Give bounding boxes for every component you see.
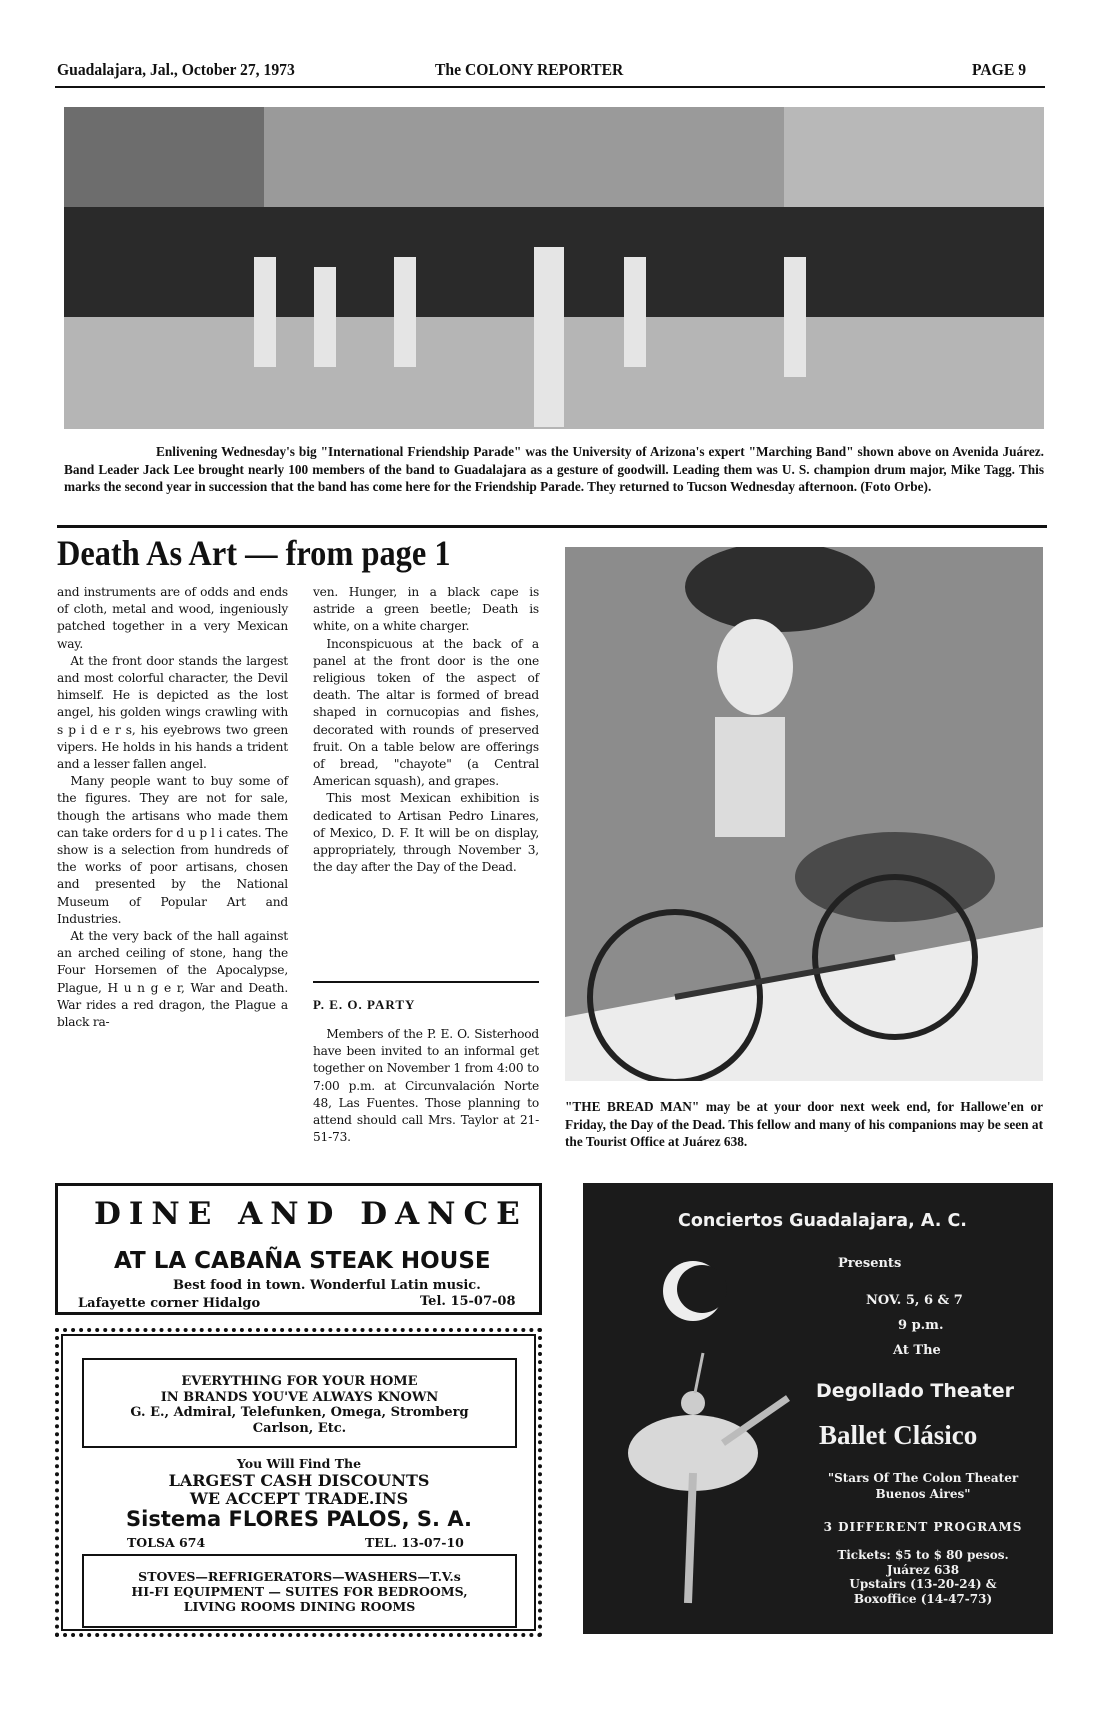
ad-line: LIVING ROOMS DINING ROOMS <box>183 1599 416 1614</box>
ballerina-image <box>603 1343 793 1613</box>
ad-venue: Degollado Theater <box>816 1380 1014 1402</box>
ad-tradeins: WE ACCEPT TRADE.INS <box>189 1489 409 1508</box>
bread-man-photo <box>565 547 1043 1081</box>
dine-and-dance-ad <box>55 1183 542 1315</box>
header-rule <box>55 86 1045 88</box>
ad-line: IN BRANDS YOU'VE ALWAYS KNOWN <box>160 1389 439 1405</box>
article-headline: Death As Art — from page 1 <box>57 533 451 573</box>
bread-man-caption: "THE BREAD MAN" may be at your door next week end, for Hallowe'en or Friday, the Day of the Dead. This fellow and many of his companions may be seen at the Tourist Office at Juárez 638. <box>565 1099 1043 1149</box>
ad-bottom-box <box>82 1554 517 1628</box>
ad-line: EVERYTHING FOR YOUR HOME <box>181 1374 418 1389</box>
paragraph: Many people want to buy some of the figures. They are not for sale, though the artisans who made them can take orders for d u p l i cates. The show is a selection from hundreds of the works of poor artisans, chosen and presented by the National Museum of Popular Art and Industries. <box>57 774 288 926</box>
ad-line: STOVES—REFRIGERATORS—WASHERS—T.V.s <box>138 1569 461 1584</box>
ad-time: 9 p.m. <box>898 1318 944 1333</box>
ad-line: Upstairs (13-20-24) & <box>849 1577 997 1591</box>
ad-line: Tickets: $5 to $ 80 pesos. <box>837 1548 1009 1562</box>
page-number: PAGE 9 <box>972 60 1027 79</box>
ad-find: You Will Find The <box>236 1456 362 1471</box>
ad-address: Lafayette corner Hidalgo <box>78 1296 261 1311</box>
paragraph: At the front door stands the largest and most colorful character, the Devil himself. He is depicted as the lost angel, his golden wings crawling with s p i d e r s, his eyebrows two green vipers. He holds in his hands a trident and a lesser fallen angel. <box>57 653 288 772</box>
ad-programs: 3 DIFFERENT PROGRAMS <box>823 1520 1023 1534</box>
ad-company-name: Sistema FLORES PALOS, S. A. <box>126 1507 472 1531</box>
ad-subtitle: AT LA CABAÑA STEAK HOUSE <box>114 1248 491 1274</box>
flores-palos-ad <box>55 1328 542 1637</box>
peo-article <box>313 1026 539 1146</box>
ad-top-box <box>82 1358 517 1448</box>
paragraph: Inconspicuous at the back of a panel at the front door is the one religious token of the aspect of death. The altar is formed of bread shaped in cornucopias and fishes, decorated with rounds of preserved fruit. On a table below are offerings of bread, "chayote" (a Central American squash), and grapes. <box>313 636 539 789</box>
paragraph: and instruments are of odds and ends of cloth, metal and wood, ingeniously patched together in a very Mexican way. <box>57 585 288 651</box>
parade-caption: Enlivening Wednesday's big "International Friendship Parade" was the University of Arizona's expert "Marching Band" shown above on Avenida Juárez. Band Leader Jack Lee brought nearly 100 members of the band to Guadalajara as a gesture of goodwill. Leading them was U. S. champion drum major, Mike Tagg. This marks the second year in succession that the band has come here for the Friendship Parade. They returned to Tucson Wednesday afternoon. (Foto Orbe). <box>64 444 1044 494</box>
skeleton-bicycle-image <box>565 547 1043 1081</box>
ad-presents: Presents <box>838 1256 902 1271</box>
ad-dates: NOV. 5, 6 & 7 <box>866 1293 963 1308</box>
ad-line: Carlson, Etc. <box>252 1420 347 1436</box>
marching-band-image <box>64 107 1044 429</box>
paragraph: ven. Hunger, in a black cape is astride a green beetle; Death is white, on a white charger. <box>313 585 539 634</box>
ad-at: At The <box>893 1343 941 1358</box>
paragraph: This most Mexican exhibition is dedicated to Artisan Pedro Linares, of Mexico, D. F. It will be on display, appropriately, through November 3, the day after the Day of the Dead. <box>313 791 539 875</box>
ad-title: Ballet Clásico <box>819 1420 978 1450</box>
ad-discounts: LARGEST CASH DISCOUNTS <box>168 1471 430 1490</box>
article-column-1 <box>57 584 288 1031</box>
masthead: The COLONY REPORTER <box>435 60 624 79</box>
ad-line: Buenos Aires" <box>875 1487 971 1501</box>
ad-line: Juárez 638 <box>886 1562 960 1577</box>
section-rule <box>57 525 1047 528</box>
ballet-clasico-ad <box>583 1183 1053 1634</box>
ad-line: HI-FI EQUIPMENT — SUITES FOR BEDROOMS, <box>131 1584 468 1599</box>
column-rule <box>313 981 539 983</box>
ad-stars <box>793 1470 1053 1502</box>
ad-address: TOLSA 674 <box>127 1535 206 1550</box>
conciertos-logo-icon <box>663 1261 723 1321</box>
ad-tagline: Best food in town. Wonderful Latin music. <box>173 1278 481 1293</box>
ad-line: Boxoffice (14-47-73) <box>853 1591 993 1606</box>
peo-heading: P. E. O. PARTY <box>313 997 416 1012</box>
ad-tickets <box>793 1548 1053 1606</box>
ad-phone: Tel. 15-07-08 <box>420 1294 516 1309</box>
ad-phone: TEL. 13-07-10 <box>365 1535 464 1550</box>
paragraph: Members of the P. E. O. Sisterhood have been invited to an informal get together on November 1 from 4:00 to 7:00 p.m. at Circunvalación Norte 48, Las Fuentes. Those planning to attend should call Mrs. Taylor at 21-51-73. <box>313 1027 539 1145</box>
paragraph: At the very back of the hall against an arched ceiling of stone, hang the Four Horsemen of the Apocalypse, Plague, H u n g e r, War and Death. War rides a red dragon, the Plague a black ra- <box>57 929 288 1030</box>
article-column-2 <box>313 584 539 876</box>
parade-photo <box>64 107 1044 429</box>
ad-title: DINE AND DANCE <box>94 1196 528 1232</box>
ad-line: "Stars Of The Colon Theater <box>827 1471 1019 1485</box>
ad-organizer: Conciertos Guadalajara, A. C. <box>678 1211 967 1231</box>
dateline: Guadalajara, Jal., October 27, 1973 <box>57 60 295 79</box>
ad-line: G. E., Admiral, Telefunken, Omega, Stromberg <box>130 1405 469 1420</box>
